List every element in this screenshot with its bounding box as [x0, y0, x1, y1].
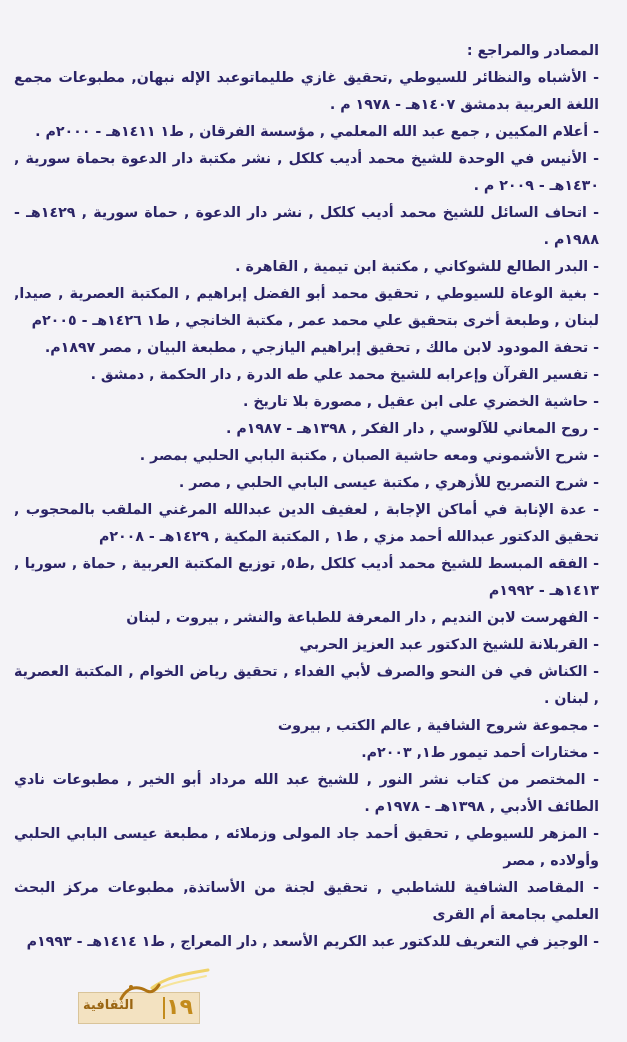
reference-entry: - روح المعاني للآلوسي , دار الفكر , ١٣٩٨هـ - ١٩٨٧م . [225, 421, 599, 437]
magazine-name: الثقافية [83, 998, 134, 1013]
reference-entry: - تحفة المودود لابن مالك , تحقيق إبراهيم اليازجي , مطبعة البيان , مصر ١٨٩٧م. [44, 340, 599, 356]
reference-entry: - مجموعة شروح الشافية , عالم الكتب , بيروت [277, 718, 599, 734]
reference-entry: - البدر الطالع للشوكاني , مكتبة ابن تيمية , القاهرة . [235, 259, 599, 275]
reference-entry: - الكناش في فن النحو والصرف لأبي الفداء , تحقيق رياض الخوام , المكتبة العصرية , لبنان . [14, 664, 599, 707]
reference-entry: - بغية الوعاة للسيوطي , تحقيق محمد أبو الفضل إبراهيم , المكتبة العصرية , صيدا, لبنان , وطبعة أخرى بتحقيق علي محمد عمر , مكتبة الخانجي , ط١ ١٤٢٦هـ - ٢٠٠٥م [14, 286, 599, 329]
reference-entry: - الوجيز في التعريف للدكتور عبد الكريم الأسعد , دار المعراج , ط١ ١٤١٤هـ - ١٩٩٣م [26, 934, 599, 950]
reference-entry: - المختصر من كتاب نشر النور , للشيخ عبد الله مرداد أبو الخير , مطبوعات نادي الطائف الأدبي , ١٣٩٨هـ - ١٩٧٨م . [14, 772, 599, 815]
reference-entry: - الفهرست لابن النديم , دار المعرفة للطباعة والنشر , بيروت , لبنان [126, 610, 599, 626]
reference-entry: - مختارات أحمد تيمور ط١, ٢٠٠٣م. [361, 745, 599, 761]
footer-divider [163, 997, 165, 1019]
references-section [14, 38, 599, 956]
reference-entry: - الأشباه والنظائر للسيوطي ,تحقيق غازي طليماتوعبد الإله نبهان, مطبوعات مجمع اللغة العربية بدمشق ١٤٠٧هـ - ١٩٧٨ م . [14, 70, 599, 113]
reference-entry: - شرح التصريح للأزهري , مكتبة عيسى البابي الحلبي , مصر . [178, 475, 599, 491]
reference-entry: - اتحاف السائل للشيخ محمد أديب كلكل , نشر دار الدعوة , حماة سورية , ١٤٢٩هـ - ١٩٨٨م . [14, 205, 599, 248]
reference-entry: - الأنيس في الوحدة للشيخ محمد أديب كلكل , نشر مكتبة دار الدعوة بحماة سورية , ١٤٣٠هـ - ٢٠٠٩ م . [14, 151, 599, 194]
reference-entry: - حاشية الخضري على ابن عقيل , مصورة بلا تاريخ . [242, 394, 599, 410]
reference-entry: - القربلانة للشيخ الدكتور عبد العزيز الحربي [299, 637, 599, 653]
reference-entry: - المزهر للسيوطي , تحقيق أحمد جاد المولى وزملائه , مطبعة عيسى البابي الحلبي وأولاده , مصر [14, 826, 599, 869]
reference-entry: - تفسير القرآن وإعرابه للشيخ محمد علي طه الدرة , دار الحكمة , دمشق . [90, 367, 599, 383]
reference-entry: - المقاصد الشافية للشاطبي , تحقيق لجنة من الأساتذة, مطبوعات مركز البحث العلمي بجامعة أم القرى [14, 880, 599, 923]
page-number: ١٩ [166, 995, 193, 1020]
reference-entry: - أعلام المكيين , جمع عبد الله المعلمي , مؤسسة الفرقان , ط١ ١٤١١هـ - ٢٠٠٠م . [35, 124, 599, 140]
reference-entry: - شرح الأشموني ومعه حاشية الصبان , مكتبة البابي الحلبي بمصر . [139, 448, 599, 464]
reference-entry: - عدة الإنابة في أماكن الإجابة , لعفيف الدين عبدالله المرغني الملقب بالمحجوب , تحقيق الدكتور عبدالله أحمد مزي , ط١ , المكتبة المكية , ١٤٢٩هـ - ٢٠٠٨م [14, 502, 599, 545]
reference-entry: - الفقه المبسط للشيخ محمد أديب كلكل ,ط٥, توزيع المكتبة العربية , حماة , سوريا , ١٤١٣هـ - ١٩٩٢م [14, 556, 599, 599]
page-footer [78, 992, 200, 1024]
references-heading: المصادر والمراجع : [466, 43, 599, 59]
